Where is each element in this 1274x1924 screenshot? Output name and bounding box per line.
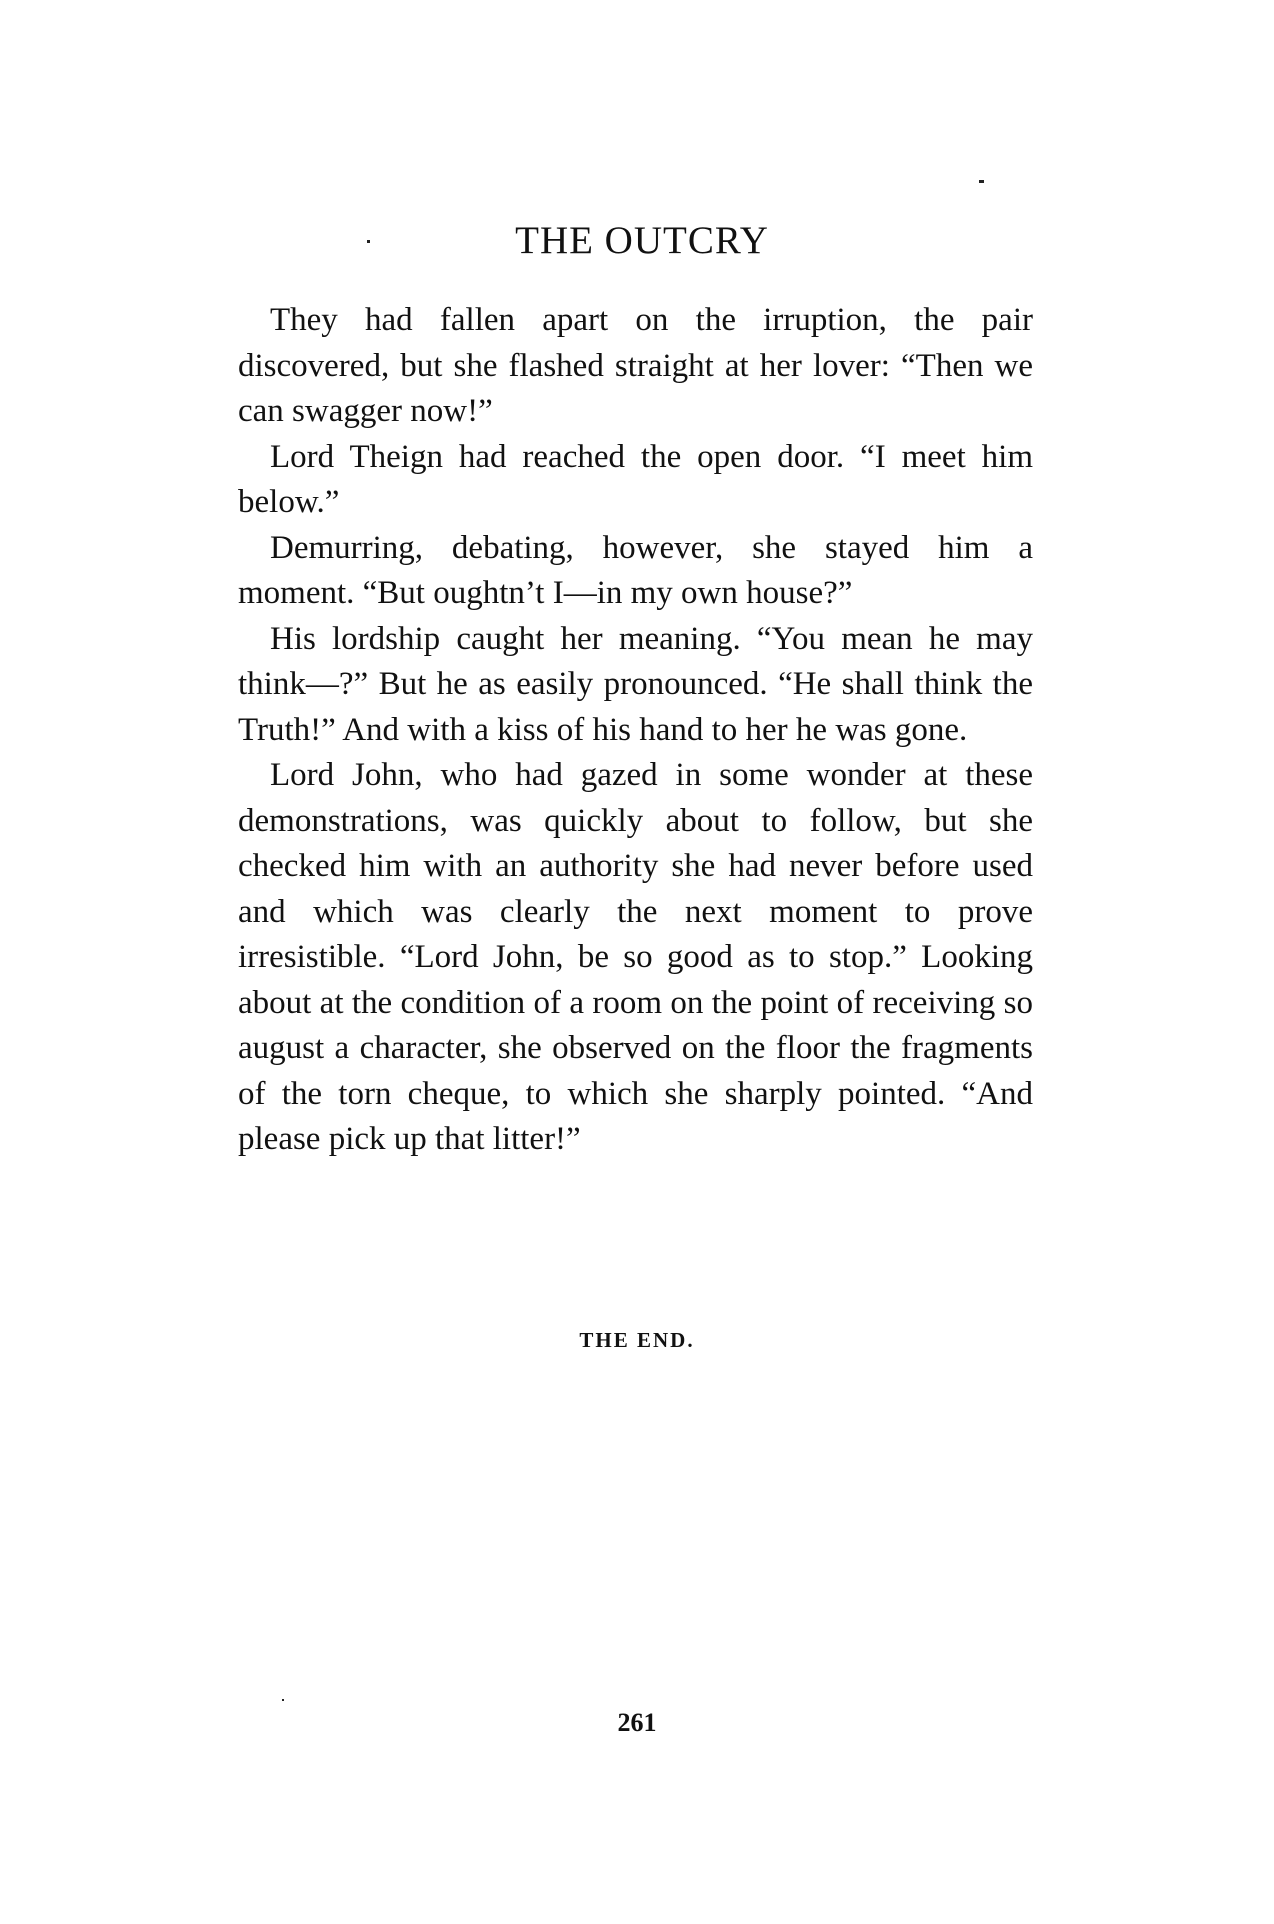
paragraph: They had fallen apart on the irruption, the pair discovered, but she flashed straight at her lover: “Then we can swagger now!” bbox=[238, 302, 1033, 429]
scan-speck bbox=[367, 240, 370, 243]
scan-speck bbox=[979, 180, 984, 183]
scan-speck bbox=[282, 1699, 284, 1701]
paragraph: Lord John, who had gazed in some wonder at these demonstrations, was quickly about to follow, but she checked him with an authority she had never before used and which was clearly the next moment to prove irresistible. “Lord John, be so good as to stop.” Looking about at the condition of a room on the point of receiving so august a character, she observed on the floor the fragments of the torn cheque, to which she sharply pointed. “And please pick up that litter!” bbox=[238, 757, 1033, 1157]
page-number: 261 bbox=[617, 1708, 657, 1737]
paragraph: Demurring, debating, however, she stayed him a moment. “But oughtn’t I—in my own house?” bbox=[238, 529, 1033, 611]
paragraph: His lordship caught her meaning. “You mean he may think—?” But he as easily pronounced. “He shall think the Truth!” And with a kiss of his hand to her he was gone. bbox=[238, 620, 1033, 748]
paragraph: Lord Theign had reached the open door. “I meet him below.” bbox=[238, 438, 1033, 520]
running-head: THE OUTCRY bbox=[515, 219, 769, 262]
body-text bbox=[238, 298, 1033, 1163]
end-mark: THE END. bbox=[579, 1328, 695, 1352]
